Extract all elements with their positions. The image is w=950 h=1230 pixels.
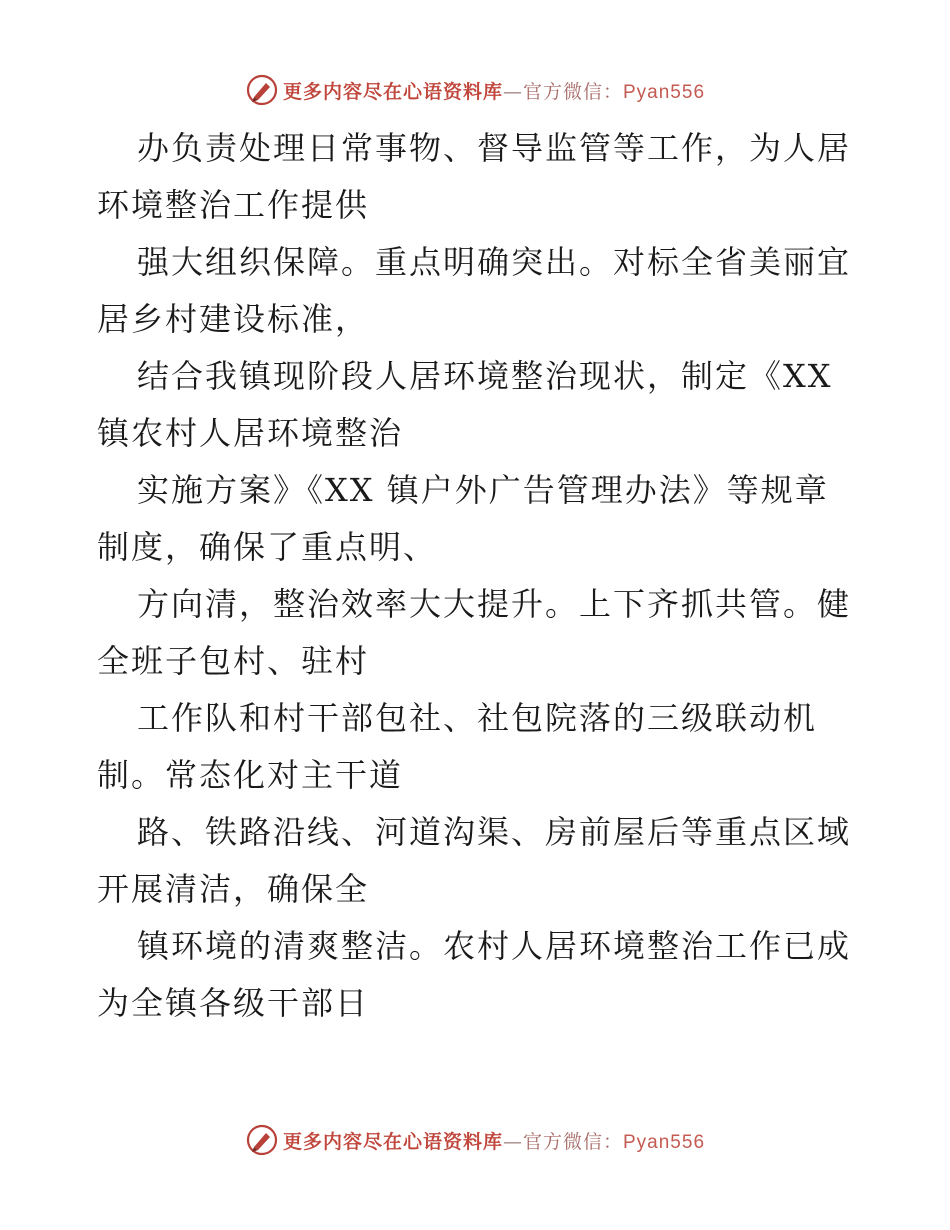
text-line-7: 实施方案》《XX 镇户外广告管理办法》等规章: [137, 471, 829, 509]
text-line-1: 办负责处理日常事物、督导监管等工作，为人居: [137, 129, 852, 167]
footer-banner: [0, 1120, 950, 1160]
text-line-2: 环境整治工作提供: [97, 186, 370, 224]
header-wechat-label: 官方微信：: [522, 80, 623, 103]
text-line-3: 强大组织保障。重点明确突出。对标全省美丽宜: [137, 243, 852, 281]
text-line-12: 制。常态化对主干道: [97, 756, 404, 794]
text-line-9: 方向清，整治效率大大提升。上下齐抓共管。健: [137, 585, 852, 623]
footer-wechat-label: 官方微信：: [522, 1130, 623, 1153]
text-line-16: 为全镇各级干部日: [97, 984, 370, 1022]
footer-separator: —: [502, 1130, 523, 1153]
text-line-5: 结合我镇现阶段人居环境整治现状，制定《XX: [137, 357, 833, 395]
text-line-15: 镇环境的清爽整洁。农村人居环境整治工作已成: [137, 927, 852, 965]
pen-logo-icon: [245, 1123, 279, 1157]
text-line-4: 居乡村建设标准，: [97, 300, 370, 338]
footer-banner-text: [283, 1127, 705, 1154]
header-banner-text: [283, 77, 705, 104]
header-wechat-handle: Pyan556: [623, 81, 706, 103]
text-line-13: 路、铁路沿线、河道沟渠、房前屋后等重点区域: [137, 813, 852, 851]
text-line-11: 工作队和村干部包社、社包院落的三级联动机: [137, 699, 818, 737]
text-line-10: 全班子包村、驻村: [97, 642, 370, 680]
text-line-14: 开展清洁，确保全: [97, 870, 370, 908]
header-banner: [0, 70, 950, 110]
document-body: [97, 120, 867, 1032]
pen-logo-icon: [245, 73, 279, 107]
footer-wechat-handle: Pyan556: [623, 1131, 706, 1153]
text-line-6: 镇农村人居环境整治: [97, 414, 404, 452]
footer-brand: 更多内容尽在心语资料库: [282, 1130, 503, 1153]
text-line-8: 制度，确保了重点明、: [97, 528, 438, 566]
header-brand: 更多内容尽在心语资料库: [282, 80, 503, 103]
header-separator: —: [502, 80, 523, 103]
